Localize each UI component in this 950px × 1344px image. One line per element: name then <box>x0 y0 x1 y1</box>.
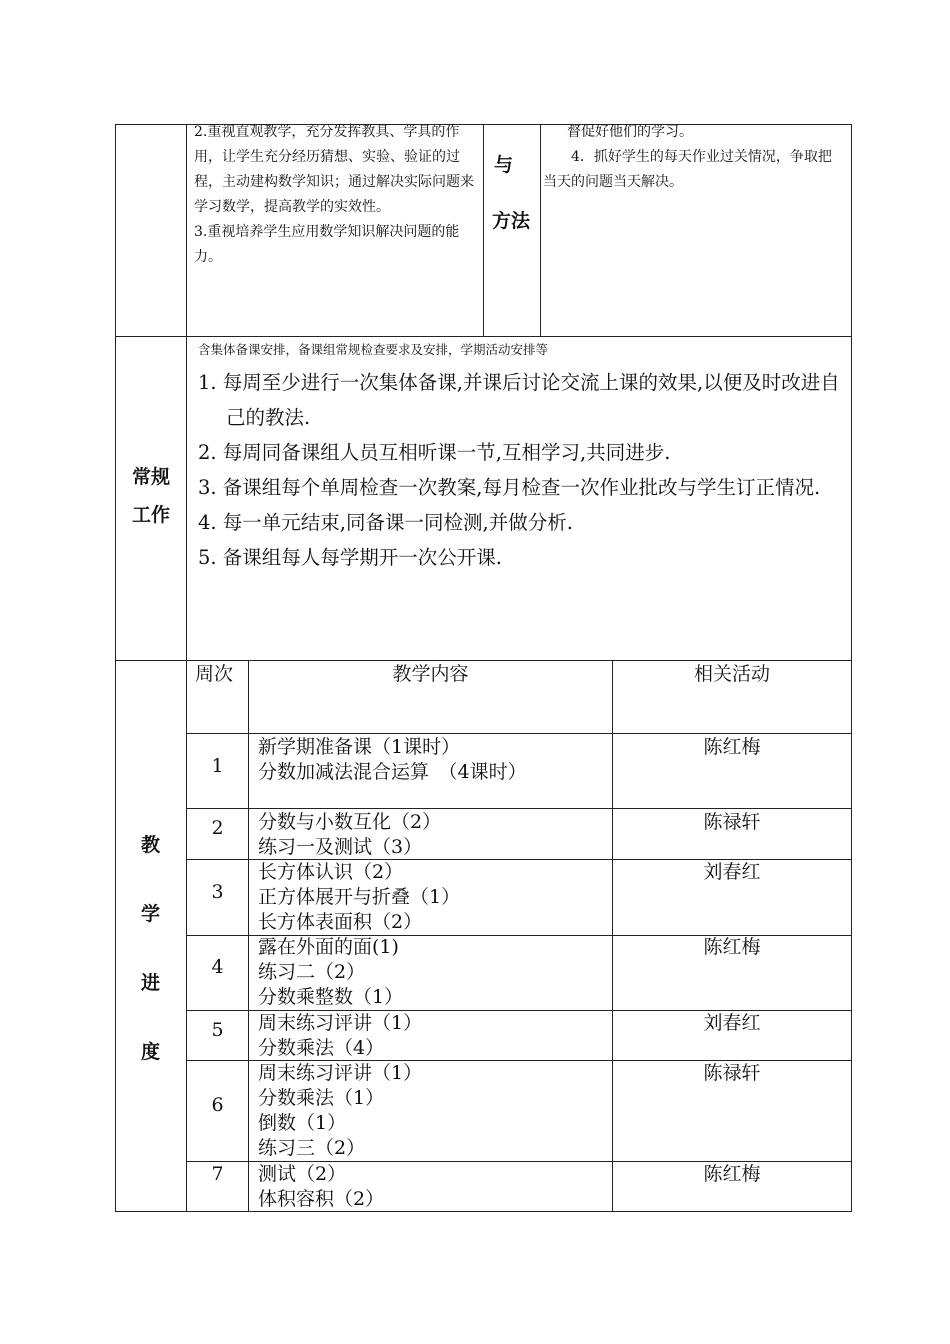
content-line: 体积容积（2） <box>258 1188 385 1210</box>
activity-teacher: 陈禄轩 <box>703 811 761 833</box>
list-item: 2. 每周同备课组人员互相听课一节,互相学习,共同进步. <box>198 441 671 464</box>
week-number: 7 <box>211 1163 224 1185</box>
content-line: 分数乘整数（1） <box>258 986 404 1008</box>
schedule-row-line <box>186 733 852 734</box>
top-divider-1 <box>483 124 484 337</box>
top-divider-2 <box>540 124 541 337</box>
content-line: 正方体展开与折叠（1） <box>258 886 461 908</box>
content-line: 分数与小数互化（2） <box>258 811 442 833</box>
section-label-routine-line1: 常规 <box>132 466 171 488</box>
activity-teacher: 陈禄轩 <box>703 1062 761 1084</box>
section-label-schedule-char: 学 <box>141 903 161 925</box>
section-label-schedule-char: 度 <box>141 1041 161 1063</box>
content-line: 周末练习评讲（1） <box>258 1012 423 1034</box>
content-line: 周末练习评讲（1） <box>258 1062 423 1084</box>
week-number: 6 <box>211 1094 224 1116</box>
activity-teacher: 陈红梅 <box>703 936 761 958</box>
content-line: 分数加减法混合运算 （4课时） <box>258 761 527 783</box>
column-header-content: 教学内容 <box>392 663 469 685</box>
list-item: 5. 备课组每人每学期开一次公开课. <box>198 546 503 569</box>
content-line: 分数乘法（4） <box>258 1037 385 1059</box>
teaching-measures-right <box>543 120 845 195</box>
measure-paragraph: 3.重视培养学生应用数学知识解决问题的能力。 <box>194 224 460 265</box>
routine-work-list <box>198 365 846 575</box>
teaching-content <box>258 860 460 935</box>
content-line: 分数乘法（1） <box>258 1087 385 1109</box>
teaching-content <box>258 810 441 860</box>
teaching-content <box>258 735 527 785</box>
week-number: 1 <box>211 755 224 777</box>
section-label-methods-line2: 方法 <box>492 210 531 232</box>
schedule-row-line <box>186 808 852 809</box>
measure-paragraph: 4．抓好学生的每天作业过关情况，争取把当天的问题当天解决。 <box>543 149 832 190</box>
teaching-content <box>258 1061 422 1161</box>
activity-teacher: 陈红梅 <box>703 736 761 758</box>
list-item: 3. 备课组每个单周检查一次教案,每月检查一次作业批改与学生订正情况. <box>198 476 821 499</box>
list-item: 1. 每周至少进行一次集体备课,并课后讨论交流上课的效果,以便及时改进自己的教法. <box>198 371 840 429</box>
label-column-divider <box>186 124 187 1212</box>
activity-teacher: 刘春红 <box>703 861 761 883</box>
content-line: 长方体表面积（2） <box>258 911 423 933</box>
section-separator-1 <box>115 336 852 337</box>
section-separator-2 <box>115 660 852 661</box>
week-number: 4 <box>211 956 224 978</box>
section-label-methods-line1: 与 <box>494 154 514 176</box>
activity-teacher: 刘春红 <box>703 1012 761 1034</box>
section-label-routine-line2: 工作 <box>132 504 171 526</box>
content-line: 练习二（2） <box>258 961 366 983</box>
week-number: 3 <box>211 881 224 903</box>
column-header-week: 周次 <box>195 663 234 685</box>
teaching-content <box>258 1162 384 1212</box>
measure-paragraph: 2.重视直观教学，充分发挥教具、学具的作用，让学生充分经历猜想、实验、验证的过程，主动建构数学知识；通过解决实际问题来学习数学，提高教学的实效性。 <box>194 124 474 215</box>
list-item: 4. 每一单元结束,同备课一同检测,并做分析. <box>198 511 573 534</box>
week-number: 2 <box>211 817 224 839</box>
section-label-schedule-char: 教 <box>141 834 161 856</box>
week-number: 5 <box>211 1019 224 1041</box>
content-line: 练习一及测试（3） <box>258 836 423 858</box>
teaching-content <box>258 935 403 1010</box>
content-line: 测试（2） <box>258 1163 347 1185</box>
table-border-bottom <box>115 1211 852 1212</box>
table-border-left <box>115 124 116 1212</box>
measure-paragraph: 督促好他们的学习。 <box>567 124 693 140</box>
routine-note: 含集体备课安排，备课组常规检查要求及安排，学期活动安排等 <box>198 342 549 357</box>
teaching-content <box>258 1011 422 1061</box>
section-label-schedule-char: 进 <box>141 972 161 994</box>
teaching-measures-left <box>194 120 478 270</box>
content-line: 长方体认识（2） <box>258 861 404 883</box>
table-border-right <box>851 124 852 1212</box>
schedule-col-divider-1 <box>248 660 249 1212</box>
content-line: 新学期准备课（1课时） <box>258 736 461 758</box>
content-line: 练习三（2） <box>258 1137 366 1159</box>
activity-teacher: 陈红梅 <box>703 1163 761 1185</box>
column-header-activity: 相关活动 <box>693 663 770 685</box>
content-line: 露在外面的面(1) <box>258 936 399 958</box>
content-line: 倒数（1） <box>258 1112 347 1134</box>
